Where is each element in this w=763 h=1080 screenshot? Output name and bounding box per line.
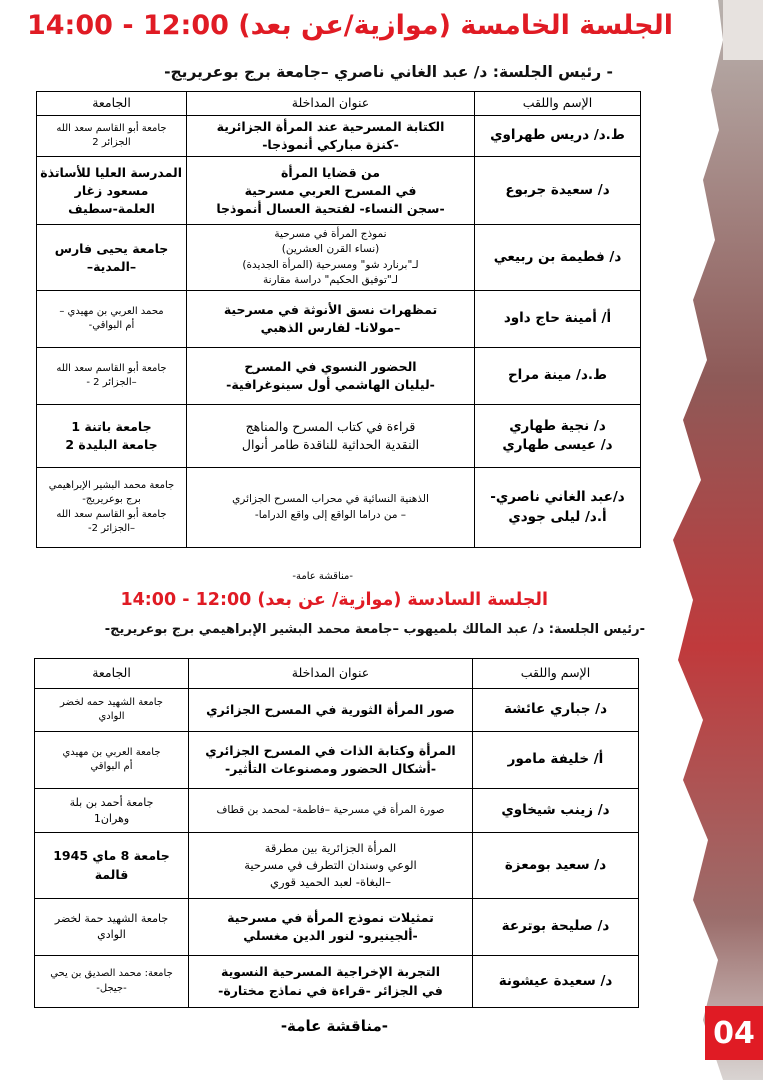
university: جامعة باتنة 1 جامعة البليدة 2	[37, 405, 187, 468]
speaker-name: د/ جباري عائشة	[473, 689, 639, 732]
talk-title: الكتابة المسرحية عند المرأة الجزائرية -كنزة مباركي أنموذجا-	[187, 116, 475, 157]
header-name: الإسم واللقب	[475, 92, 641, 116]
table-header-row	[35, 659, 639, 689]
table-row	[35, 956, 639, 1008]
speaker-name: د/ نجية طهاري د/ عيسى طهاري	[475, 405, 641, 468]
table-row	[35, 789, 639, 833]
university: جامعة يحيى فارس –المدية–	[37, 225, 187, 291]
header-university: الجامعة	[37, 92, 187, 116]
table-row	[35, 899, 639, 956]
talk-title: المرأة وكتابة الذات في المسرح الجزائري -أشكال الحضور ومصنوعات التأثير-	[189, 732, 473, 789]
speaker-name: د/ صليحة بوترعة	[473, 899, 639, 956]
session5-rows	[37, 116, 641, 548]
header-university: الجامعة	[35, 659, 189, 689]
speaker-name: ط.د/ مينة مراح	[475, 348, 641, 405]
session5-chair: - رئيس الجلسة: د/ عبد الغاني ناصري –جامعة برج بوعريريج-	[164, 63, 613, 81]
speaker-name: د/عبد الغاني ناصري- أ.د/ ليلى جودي	[475, 468, 641, 548]
table-row	[37, 116, 641, 157]
table-row	[35, 732, 639, 789]
table-row	[37, 291, 641, 348]
talk-title: من قضايا المرأة في المسرح العربي مسرحية -سجن النساء- لفتحية العسال أنموذجا	[187, 157, 475, 225]
university: جامعة الشهيد حمة لخضر الوادي	[35, 899, 189, 956]
talk-title: التجربة الإخراجية المسرحية النسوية في الجزائر -قراءة في نماذج مختارة-	[189, 956, 473, 1008]
header-title: عنوان المداخلة	[189, 659, 473, 689]
university: جامعة 8 ماي 1945 قالمة	[35, 833, 189, 899]
university: جامعة أبو القاسم سعد الله –الجزائر 2 -	[37, 348, 187, 405]
talk-title: تمثيلات نموذج المرأة في مسرحية -ألجينيرو- لنور الدين مغسلي	[189, 899, 473, 956]
table-row	[37, 225, 641, 291]
header-name: الإسم واللقب	[473, 659, 639, 689]
talk-title: صور المرأة الثورية في المسرح الجزائري	[189, 689, 473, 732]
university: جامعة أحمد بن بلة وهران1	[35, 789, 189, 833]
table-header-row	[37, 92, 641, 116]
session5-title: الجلسة الخامسة (موازية/عن بعد) 12:00 - 14:00	[26, 10, 673, 41]
speaker-name: ط.د/ دريس طهراوي	[475, 116, 641, 157]
table-row	[35, 689, 639, 732]
speaker-name: د/ فطيمة بن ربيعي	[475, 225, 641, 291]
talk-title: المرأة الجزائرية بين مطرقة الوعي وسندان التطرف في مسرحية –البغاة- لعبد الحميد قوري	[189, 833, 473, 899]
session5-table	[36, 91, 641, 548]
session6-chair: -رئيس الجلسة: د/ عبد المالك بلميهوب –جامعة محمد البشير الإبراهيمي برج بوعريريج-	[104, 622, 645, 637]
university: جامعة: محمد الصديق بن يحي -جيجل-	[35, 956, 189, 1008]
table-row	[35, 833, 639, 899]
speaker-name: د/ سعيدة عيشونة	[473, 956, 639, 1008]
speaker-name: د/ سعيد بومعزة	[473, 833, 639, 899]
talk-title: قراءة في كتاب المسرح والمناهج النقدية الحداثية للناقدة طامر أنوال	[187, 405, 475, 468]
session6-table	[34, 658, 639, 1008]
university: جامعة محمد البشير الإبراهيمي برج بوعريريج- جامعة أبو القاسم سعد الله –الجزائر 2-	[37, 468, 187, 548]
table-row	[37, 405, 641, 468]
talk-title: نموذج المرأة في مسرحية (نساء القرن العشرين) لـ"برنارد شو" ومسرحية (المرأة الجديدة) لـ"توفيق الحكيم" دراسة مقارنة	[187, 225, 475, 291]
talk-title: صورة المرأة في مسرحية –فاطمة- لمحمد بن قطاف	[189, 789, 473, 833]
talk-title: الذهنية النسائية في محراب المسرح الجزائري – من دراما الواقع إلى واقع الدراما-	[187, 468, 475, 548]
session6-title: الجلسة السادسة (موازية/ عن بعد) 12:00 - 14:00	[120, 590, 548, 610]
university: جامعة العربي بن مهيدي أم البواقي	[35, 732, 189, 789]
session5-discussion: -مناقشة عامة-	[292, 571, 353, 582]
talk-title: تمظهرات نسق الأنوثة في مسرحية –مولانا- لفارس الذهبي	[187, 291, 475, 348]
table-row	[37, 468, 641, 548]
header-title: عنوان المداخلة	[187, 92, 475, 116]
speaker-name: أ/ أمينة حاج داود	[475, 291, 641, 348]
university: جامعة أبو القاسم سعد الله الجزائر 2	[37, 116, 187, 157]
speaker-name: أ/ خليفة مامور	[473, 732, 639, 789]
talk-title: الحضور النسوي في المسرح -ليليان الهاشمي أول سينوغرافية-	[187, 348, 475, 405]
session6-rows	[35, 689, 639, 1008]
university: محمد العربي بن مهيدي – أم البواقي-	[37, 291, 187, 348]
speaker-name: د/ سعيدة جربوع	[475, 157, 641, 225]
university: المدرسة العليا للأساتذة مسعود زغار العلمة-سطيف	[37, 157, 187, 225]
table-row	[37, 348, 641, 405]
university: جامعة الشهيد حمه لخضر الوادي	[35, 689, 189, 732]
page-number: 04	[705, 1006, 763, 1060]
table-row	[37, 157, 641, 225]
session6-discussion: -مناقشة عامة-	[280, 1017, 388, 1035]
speaker-name: د/ زينب شيخاوي	[473, 789, 639, 833]
